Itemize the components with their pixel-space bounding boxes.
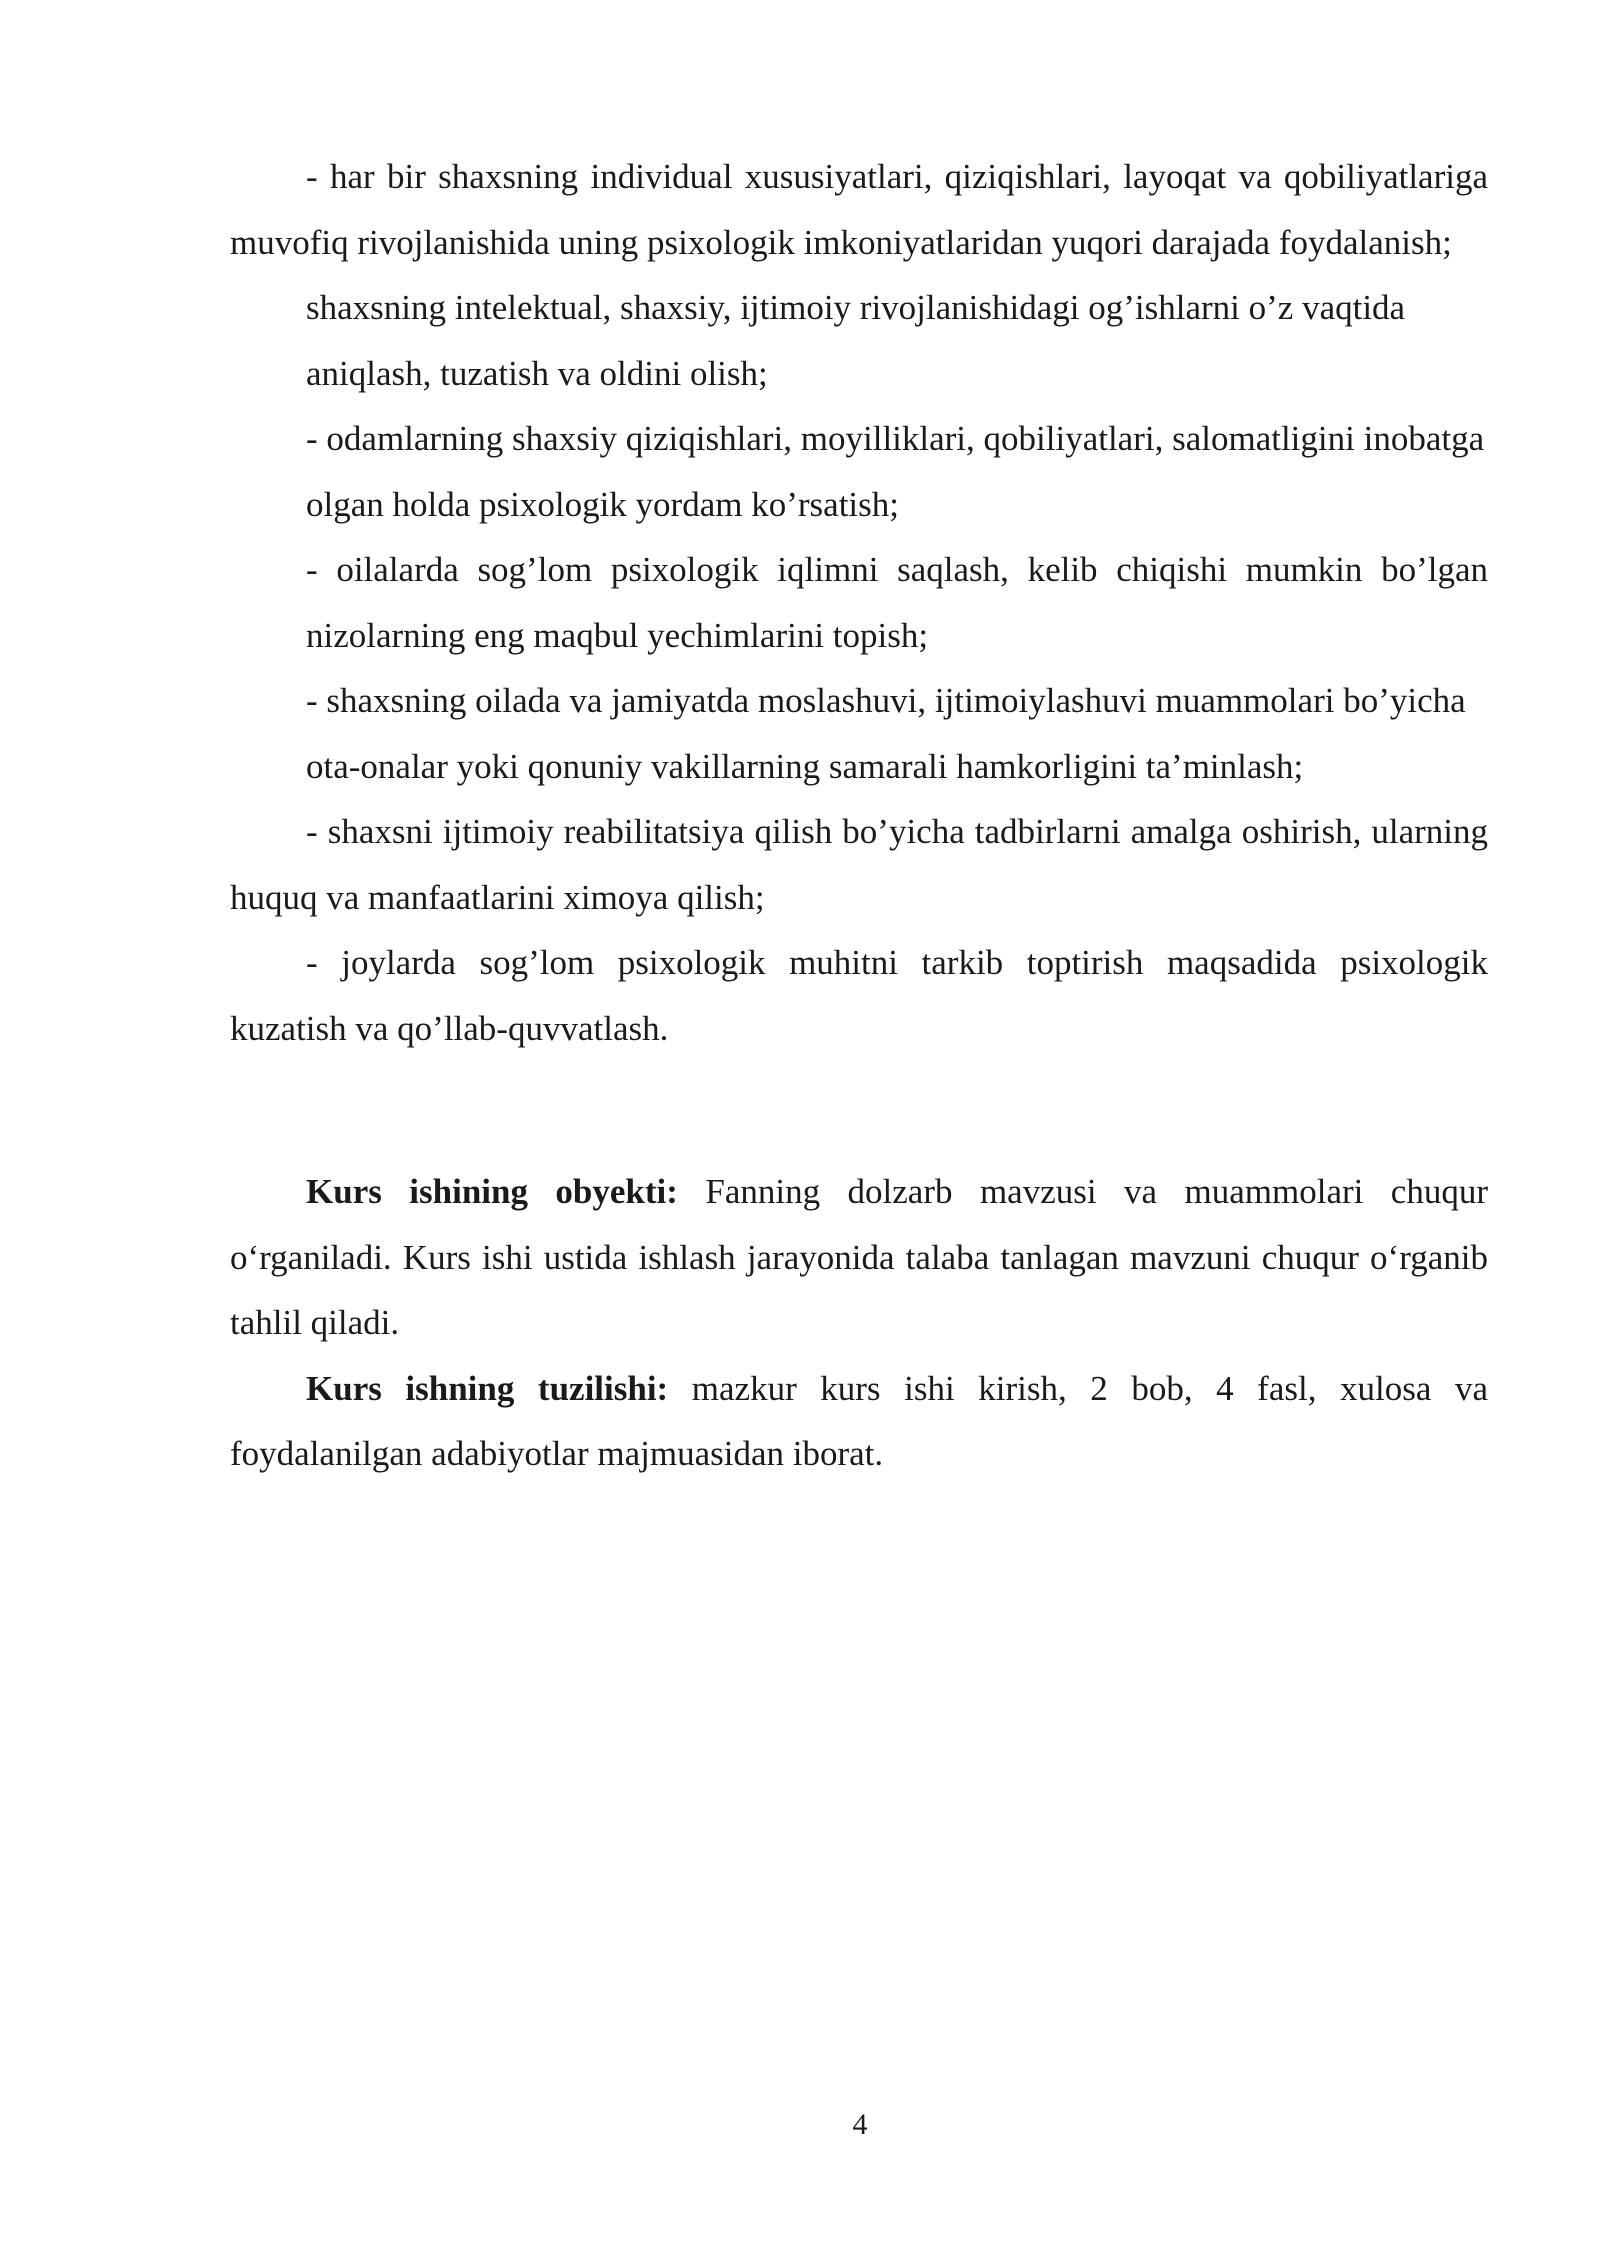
- course-structure-text: mazkur kurs ishi kirish, 2 bob, 4 fasl, xulosa va foydalanilgan adabiyotlar majmuasidan iborat.: [230, 1368, 1488, 1473]
- course-structure-paragraph: [230, 1356, 1488, 1487]
- task-list: [230, 144, 1488, 1061]
- list-item: - joylarda sog’lom psixologik muhitni tarkib toptirish maqsadida psixologik kuzatish va qo’llab-quvvatlash.: [230, 943, 1488, 1048]
- page-number: 4: [852, 2108, 868, 2141]
- list-item: - har bir shaxsning individual xususiyatlari, qiziqishlari, layoqat va qobiliyatlariga muvofiq rivojlanishida uning psixologik imkoniyatlaridan yuqori darajada foydalanish;: [230, 157, 1488, 262]
- course-object-paragraph: [230, 1159, 1488, 1356]
- course-object-label: Kurs ishining obyekti:: [306, 1172, 678, 1211]
- course-object-text: Fanning dolzarb mavzusi va muammolari chuqur o‘rganiladi. Kurs ishi ustida ishlash jarayonida talaba tanlagan mavzuni chuqur o‘rganib tahlil qiladi.: [230, 1172, 1488, 1342]
- list-item: - shaxsni ijtimoiy reabilitatsiya qilish bo’yicha tadbirlarni amalga oshirish, ularning huquq va manfaatlarini ximoya qilish;: [230, 812, 1488, 917]
- course-work-info: [230, 1159, 1488, 1487]
- list-item: shaxsning intelektual, shaxsiy, ijtimoiy rivojlanishidagi og’ishlarni o’z vaqtida aniqlash, tuzatish va oldini olish;: [306, 288, 1406, 393]
- list-item: - oilalarda sog’lom psixologik iqlimni saqlash, kelib chiqishi mumkin bo’lgan nizolarning eng maqbul yechimlarini topish;: [306, 550, 1488, 655]
- list-item: - odamlarning shaxsiy qiziqishlari, moyilliklari, qobiliyatlari, salomatligini inobatga olgan holda psixologik yordam ko’rsatish;: [306, 419, 1485, 524]
- course-structure-label: Kurs ishning tuzilishi:: [306, 1368, 669, 1408]
- list-item: - shaxsning oilada va jamiyatda moslashuvi, ijtimoiylashuvi muammolari bo’yicha ota-onalar yoki qonuniy vakillarning samarali hamkorligini ta’minlash;: [306, 681, 1466, 786]
